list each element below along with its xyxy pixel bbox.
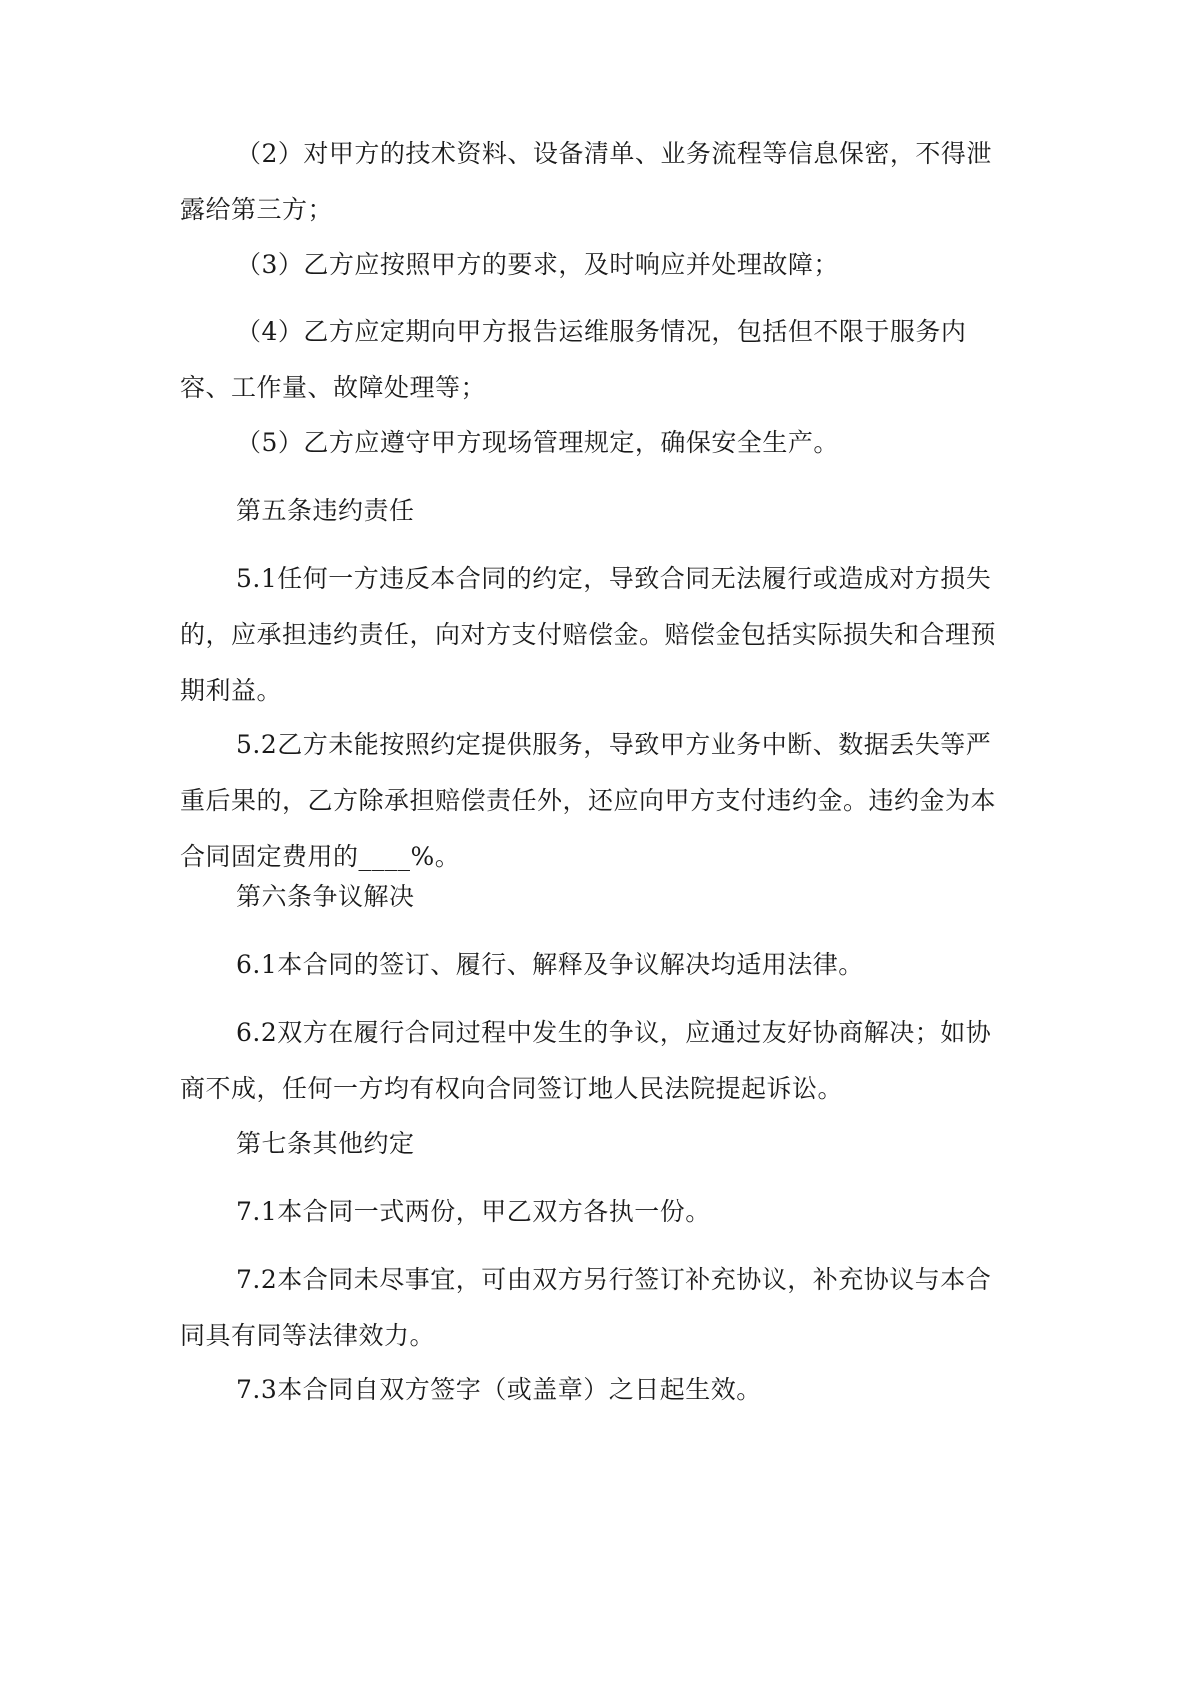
clause-6-2: 6.2双方在履行合同过程中发生的争议，应通过友好协商解决；如协商不成，任何一方均有权向合同签订地人民法院提起诉讼。 [180,1018,992,1103]
clause-5-1: 5.1任何一方违反本合同的约定，导致合同无法履行或造成对方损失的，应承担违约责任，向对方支付赔偿金。赔偿金包括实际损失和合理预期利益。 [180,564,997,705]
section-heading-7: 第七条其他约定 [236,1129,415,1158]
clause-4-item-3: （3）乙方应按照甲方的要求，及时响应并处理故障； [236,250,839,279]
clause-5-2: 5.2乙方未能按照约定提供服务，导致甲方业务中断、数据丢失等严重后果的，乙方除承担赔偿责任外，还应向甲方支付违约金。违约金为本合同固定费用的____%。 [180,730,997,871]
clause-6-1: 6.1本合同的签订、履行、解释及争议解决均适用法律。 [236,950,864,979]
clause-7-3: 7.3本合同自双方签字（或盖章）之日起生效。 [236,1375,762,1404]
clause-7-2: 7.2本合同未尽事宜，可由双方另行签订补充协议，补充协议与本合同具有同等法律效力。 [180,1265,992,1350]
clause-4-item-4: （4）乙方应定期向甲方报告运维服务情况，包括但不限于服务内容、工作量、故障处理等； [180,317,967,402]
section-heading-6: 第六条争议解决 [236,882,415,911]
section-heading-5: 第五条违约责任 [236,496,415,525]
clause-7-1: 7.1本合同一式两份，甲乙双方各执一份。 [236,1197,711,1226]
clause-4-item-5: （5）乙方应遵守甲方现场管理规定，确保安全生产。 [236,428,839,457]
clause-4-item-2: （2）对甲方的技术资料、设备清单、业务流程等信息保密，不得泄露给第三方； [180,139,992,224]
